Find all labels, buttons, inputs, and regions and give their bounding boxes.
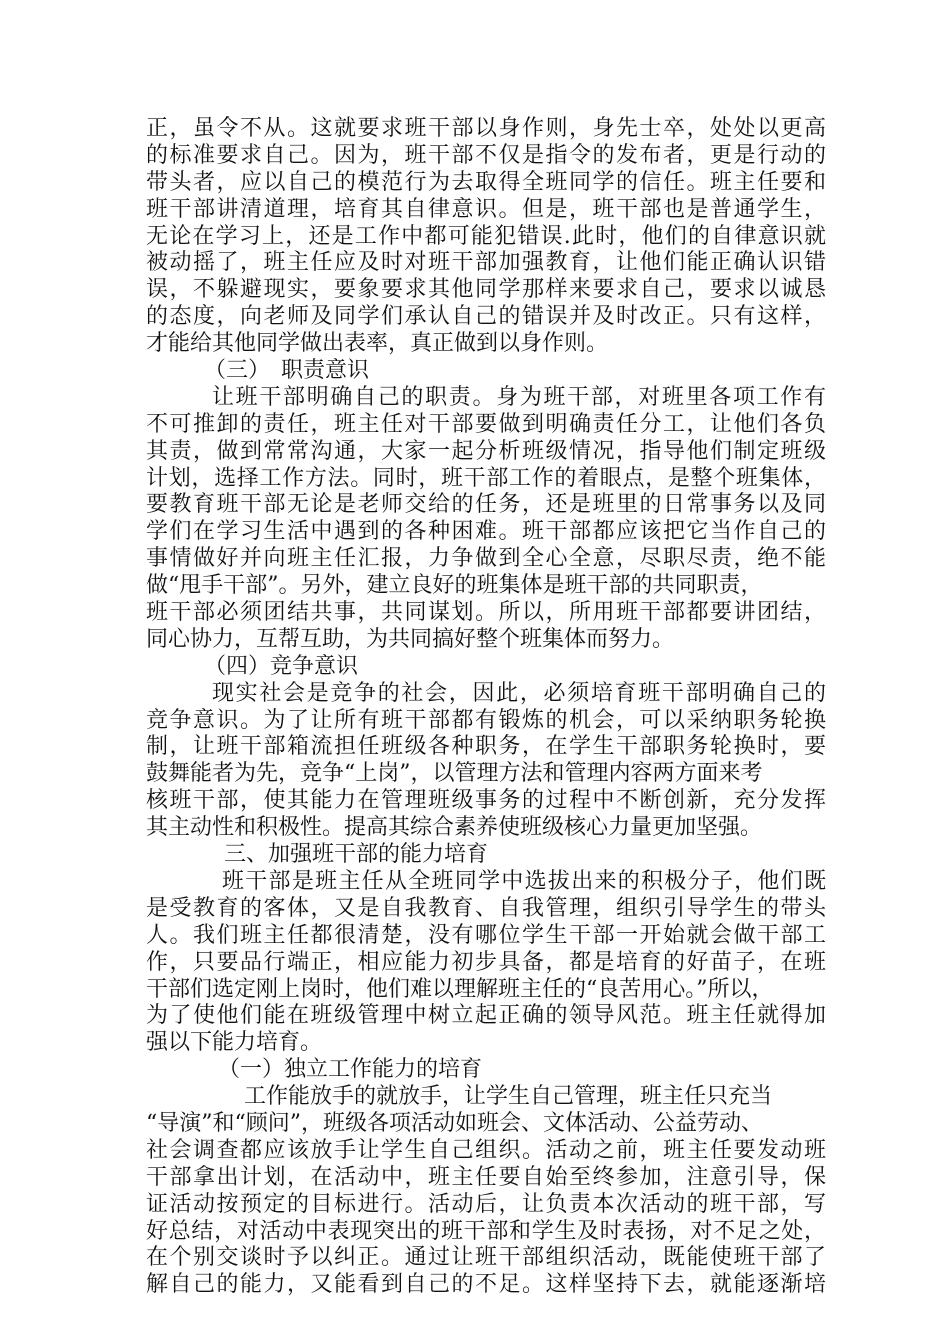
text-line: 好总结，对活动中表现突出的班干部和学生及时表扬，对不足之处， (146, 1218, 827, 1244)
text-line: 鼓舞能者为先，竞争“上岗”，以管理方法和管理内容两方面来考 (146, 761, 763, 787)
text-line: 社会调查都应该放手让学生自己组织。活动之前，班主任要发动班 (146, 1137, 828, 1163)
text-line: 做“甩手干部”。另外，建立良好的班集体是班干部的共同职责， (146, 573, 763, 599)
text-line: 解自己的能力，又能看到自己的不足。这样坚持下去，就能逐渐培 (146, 1272, 828, 1298)
text-line: 现实社会是竞争的社会，因此，必须培育班干部明确自己的 (212, 680, 828, 706)
text-line: 学们在学习生活中遇到的各种困难。班干部都应该把它当作自己的 (146, 519, 828, 545)
text-line: 要教育班干部无论是老师交给的任务，还是班里的日常事务以及同 (146, 492, 828, 518)
text-line: 事情做好并向班主任汇报，力争做到全心全意，尽职尽责，绝不能 (146, 546, 828, 572)
text-line: 带头者，应以自己的模范行为去取得全班同学的信任。班主任要和 (146, 169, 828, 195)
document-page (146, 116, 826, 1299)
text-line: 作，只要品行端正，相应能力初步具备，都是培育的好苗子，在班 (146, 949, 828, 975)
text-line: 强以下能力培育。 (146, 1030, 323, 1056)
text-line: 无论在学习上，还是工作中都可能犯错误.此时，他们的自律意识就 (146, 223, 828, 249)
text-line: 让班干部明确自己的职责。身为班干部，对班里各项工作有 (212, 384, 828, 410)
text-line: 计划，选择工作方法。同时，班干部工作的着眼点，是整个班集体， (146, 465, 827, 491)
text-line: 正，虽令不从。这就要求班干部以身作则，身先士卒，处处以更高 (146, 116, 828, 141)
text-line: 班干部必须团结共事，共同谋划。所以，所用班干部都要讲团结， (146, 600, 828, 626)
text-line: 才能给其他同学做出表率，真正做到以身作则。 (146, 331, 609, 357)
text-line: 干部们选定刚上岗时，他们难以理解班主任的“良苦用心。”所以， (146, 976, 774, 1002)
text-line: 被动摇了，班主任应及时对班干部加强教育，让他们能正确认识错 (146, 250, 828, 276)
text-line: 班干部是班主任从全班同学中选拔出来的积极分子，他们既 (222, 868, 828, 894)
text-line: 的标准要求自己。因为，班干部不仅是指令的发布者，更是行动的 (146, 142, 828, 168)
text-line: （四）竞争意识 (204, 653, 359, 679)
text-line: 核班干部，使其能力在管理班级事务的过程中不断创新，充分发挥 (146, 788, 828, 814)
text-line: 班干部讲清道理，培育其自律意识。但是，班干部也是普通学生， (146, 196, 828, 222)
text-line: 证活动按预定的目标进行。活动后，让负责本次活动的班干部，写 (146, 1191, 828, 1217)
text-line: 工作能放手的就放手，让学生自己管理，班主任只充当 (244, 1084, 773, 1110)
text-line: （三） 职责意识 (204, 358, 370, 384)
text-line: 竞争意识。为了让所有班干部都有锻炼的机会，可以采纳职务轮换 (146, 707, 828, 733)
text-line: 不可推卸的责任，班主任对干部要做到明确责任分工，让他们各负 (146, 411, 828, 437)
text-line: （一）独立工作能力的培育 (218, 1057, 483, 1083)
text-line: 为了使他们能在班级管理中树立起正确的领导风范。班主任就得加 (146, 1003, 828, 1029)
text-line: 人。我们班主任都很清楚，没有哪位学生干部一开始就会做干部工 (146, 922, 828, 948)
text-line: 是受教育的客体，又是自我教育、自我管理，组织引导学生的带头 (146, 895, 828, 921)
text-line: 同心协力，互帮互助，为共同搞好整个班集体而努力。 (146, 626, 675, 652)
text-line: 制，让班干部箱流担任班级各种职务，在学生干部职务轮换时，要 (146, 734, 828, 760)
text-line: 在个别交谈时予以纠正。通过让班干部组织活动，既能使班干部了 (146, 1245, 828, 1271)
text-line: “导演”和“顾问”，班级各项活动如班会、文体活动、公益劳动、 (146, 1110, 763, 1136)
text-line: 的态度，向老师及同学们承认自己的错误并及时改正。只有这样， (146, 304, 828, 330)
text-line: 误，不躲避现实，要象要求其他同学那样来要求自己，要求以诚恳 (146, 277, 828, 303)
text-line: 其主动性和积极性。提高其综合素养使班级核心力量更加坚强。 (146, 815, 763, 841)
text-line: 干部拿出计划，在活动中，班主任要自始至终参加，注意引导，保 (146, 1164, 828, 1190)
text-line: 其责，做到常常沟通，大家一起分析班级情况，指导他们制定班级 (146, 438, 828, 464)
text-line: 三、加强班干部的能力培育 (224, 842, 489, 868)
